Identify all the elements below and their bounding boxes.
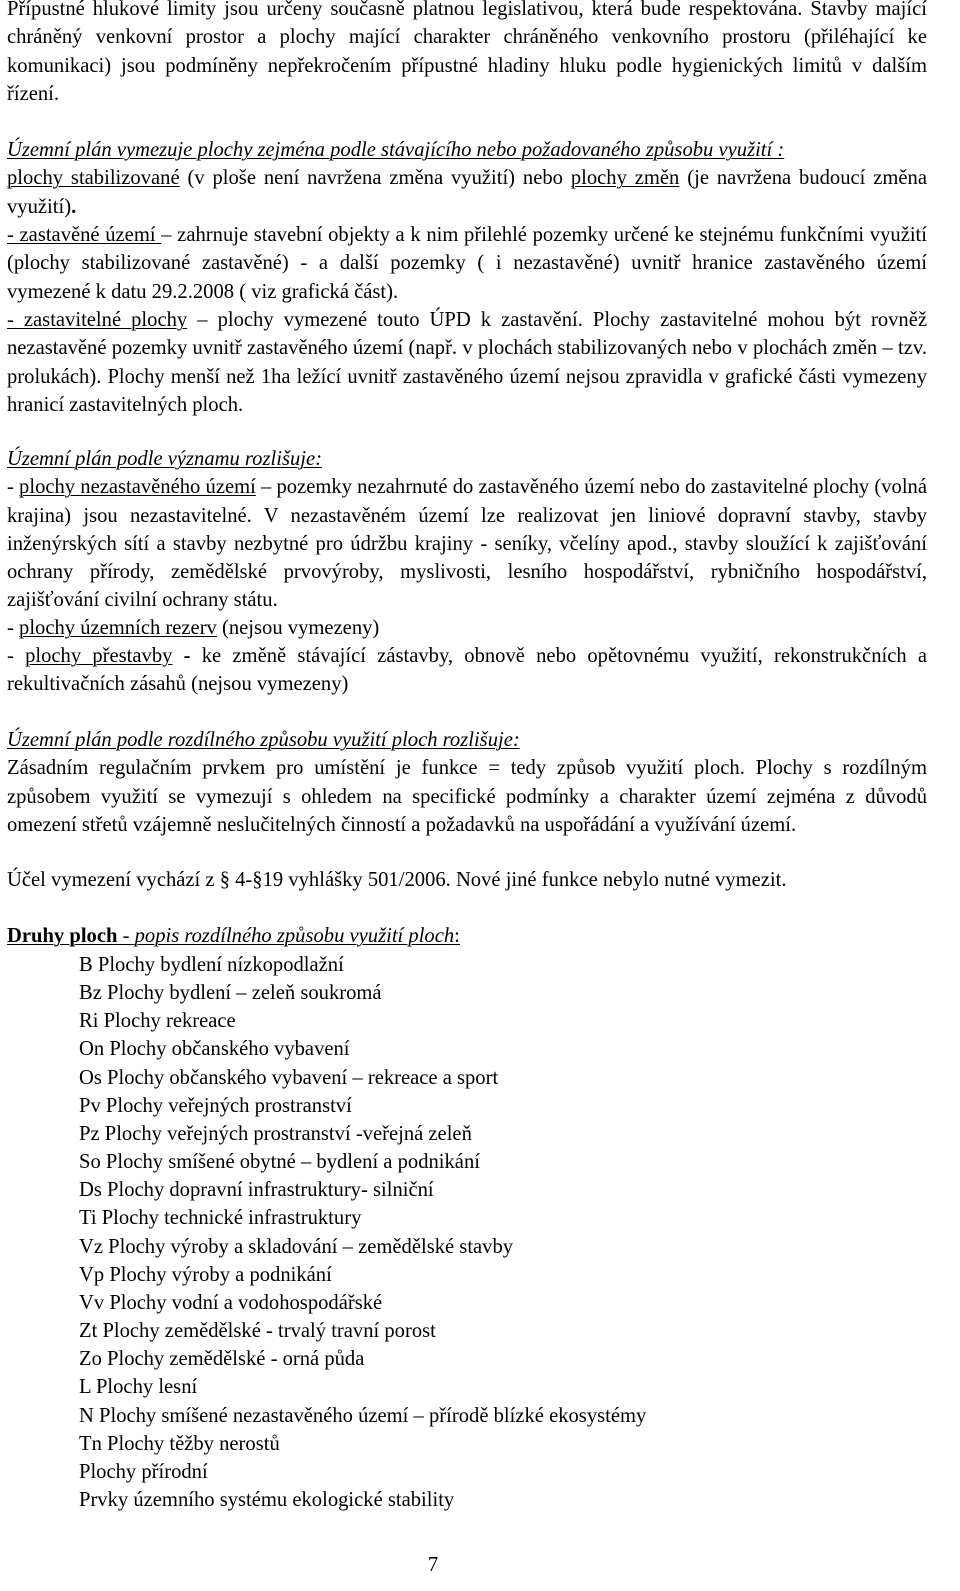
list-item: So Plochy smíšené obytné – bydlení a podnikání <box>79 1151 480 1174</box>
types-heading: Druhy ploch - popis rozdílného způsobu využití ploch: <box>7 925 460 947</box>
list-item: Ti Plochy technické infrastruktury <box>79 1207 362 1230</box>
list-item: Os Plochy občanského vybavení – rekreace a sport <box>79 1066 499 1089</box>
term-stabilized-areas: plochy stabilizované <box>7 167 180 190</box>
term-buildable-areas: - zastavitelné plochy <box>7 309 188 331</box>
section-significance: Územní plán podle významu rozlišuje: - plochy nezastavěného území – pozemky nezahrnuté do zastavěného území nebo do zastavitelné plochy (volná krajina) jsou nezastavitelné. V nezastavěném území lze realizovat jen liniové dopravní stavby, stavby inženýrských sítí a stavby nezbytné pro údržbu krajiny - seníky, včelíny apod., stavby sloužící k zajišťování ochrany přírody, zemědělské prvovýroby, myslivosti, lesního hospodářství, rybničního hospodářství, zajišťování civilní ochrany státu. <box>7 448 927 612</box>
list-item: N Plochy smíšené nezastavěného území – přírodě blízké ekosystémy <box>79 1404 647 1427</box>
list-item: Ri Plochy rekreace <box>79 1010 236 1033</box>
list-item: Vv Plochy vodní a vodohospodářské <box>79 1291 383 1314</box>
list-item: Ds Plochy dopravní infrastruktury- silniční <box>79 1179 434 1202</box>
list-item: On Plochy občanského vybavení <box>79 1038 350 1061</box>
page-number: 7 <box>427 1554 439 1576</box>
list-item: Tn Plochy těžby nerostů <box>79 1432 280 1455</box>
list-item: Vp Plochy výroby a podnikání <box>79 1263 332 1286</box>
noise-limits-paragraph: Přípustné hlukové limity jsou určeny současně platnou legislativou, která bude respektována. Stavby mající chráněný venkovní prostor a plochy mající charakter chráněného venkovního prostoru (přiléhající ke komunikaci) jsou podmíněny nepřekročením přípustné hladiny hluku podle hygienických limitů v dalším řízení. <box>7 0 927 105</box>
term-reserve-areas: plochy územních rezerv <box>19 617 217 639</box>
list-item: Vz Plochy výroby a skladování – zemědělské stavby <box>79 1235 514 1258</box>
list-item: Pv Plochy veřejných prostranství <box>79 1094 352 1117</box>
buildable-areas-paragraph: - zastavitelné plochy – plochy vymezené touto ÚPD k zastavění. Plochy zastavitelné mohou být rovněž nezastavěné pozemky uvnitř zastavěného území (např. v plochách stabilizovaných nebo v plochách změn – tzv. prolukách). Plochy menší než 1ha ležící uvnitř zastavěného území nejsou zpravidla v grafické části vymezeny hranicí zastavitelných ploch. <box>7 309 928 416</box>
section-different-use: Územní plán podle rozdílného způsobu využití ploch rozlišuje: Zásadním regulačním prvkem pro umístění je funkce = tedy způsob využití ploch. Plochy s rozdílným způsobem využití se vymezují s ohledem na specifické podmínky a charakter území zejména z důvodů omezení střetů vzájemně neslučitelných činností a požadavků na uspořádání a využívání území. <box>7 729 927 836</box>
section-heading: Územní plán podle rozdílného způsobu využití ploch rozlišuje: <box>7 729 520 751</box>
list-item: B Plochy bydlení nízkopodlažní <box>79 954 344 976</box>
term-unbuilt-areas: plochy nezastavěného území <box>19 476 256 499</box>
reserve-areas-paragraph: - plochy územních rezerv (nejsou vymezeny) <box>7 617 380 639</box>
list-item: Zo Plochy zemědělské - orná půda <box>79 1348 365 1371</box>
list-item: Prvky územního systému ekologické stability <box>79 1488 455 1511</box>
list-item: Plochy přírodní <box>79 1460 208 1483</box>
term-rebuild-areas: plochy přestavby <box>25 645 173 667</box>
land-use-list <box>79 951 839 1514</box>
list-item: L Plochy lesní <box>79 1376 198 1399</box>
term-built-up-area: - zastavěné území <box>7 224 162 246</box>
list-item: Pz Plochy veřejných prostranství -veřejná zeleň <box>79 1122 472 1145</box>
section-heading: Územní plán vymezuje plochy zejména podle stávajícího nebo požadovaného způsobu využití : <box>7 139 785 161</box>
section-heading: Územní plán podle významu rozlišuje: <box>7 448 322 470</box>
purpose-paragraph: Účel vymezení vychází z § 4-§19 vyhlášky 501/2006. Nové jiné funkce nebylo nutné vymezit. <box>7 869 787 891</box>
built-up-area-paragraph: - zastavěné území – zahrnuje stavební objekty a k nim přilehlé pozemky určené ke stejnému funkčními využití (plochy stabilizované zastavěné) - a další pozemky ( i nezastavěné) uvnitř hranice zastavěného území vymezené k datu 29.2.2008 ( viz grafická část). <box>7 224 927 303</box>
term-change-areas: plochy změn <box>570 167 680 190</box>
list-item: Bz Plochy bydlení – zeleň soukromá <box>79 982 382 1005</box>
rebuild-areas-paragraph: - plochy přestavby - ke změně stávající zástavby, obnově nebo opětovnému využití, rekonstrukčních a rekultivačních zásahů (nejsou vymezeny) <box>7 645 928 696</box>
section-plan-delimits: Územní plán vymezuje plochy zejména podle stávajícího nebo požadovaného způsobu využití : plochy stabilizované (v ploše není navržena změna využití) nebo plochy změn (je navržena budoucí změna využití). <box>7 139 927 218</box>
list-item: Zt Plochy zemědělské - trvalý travní porost <box>79 1320 436 1343</box>
